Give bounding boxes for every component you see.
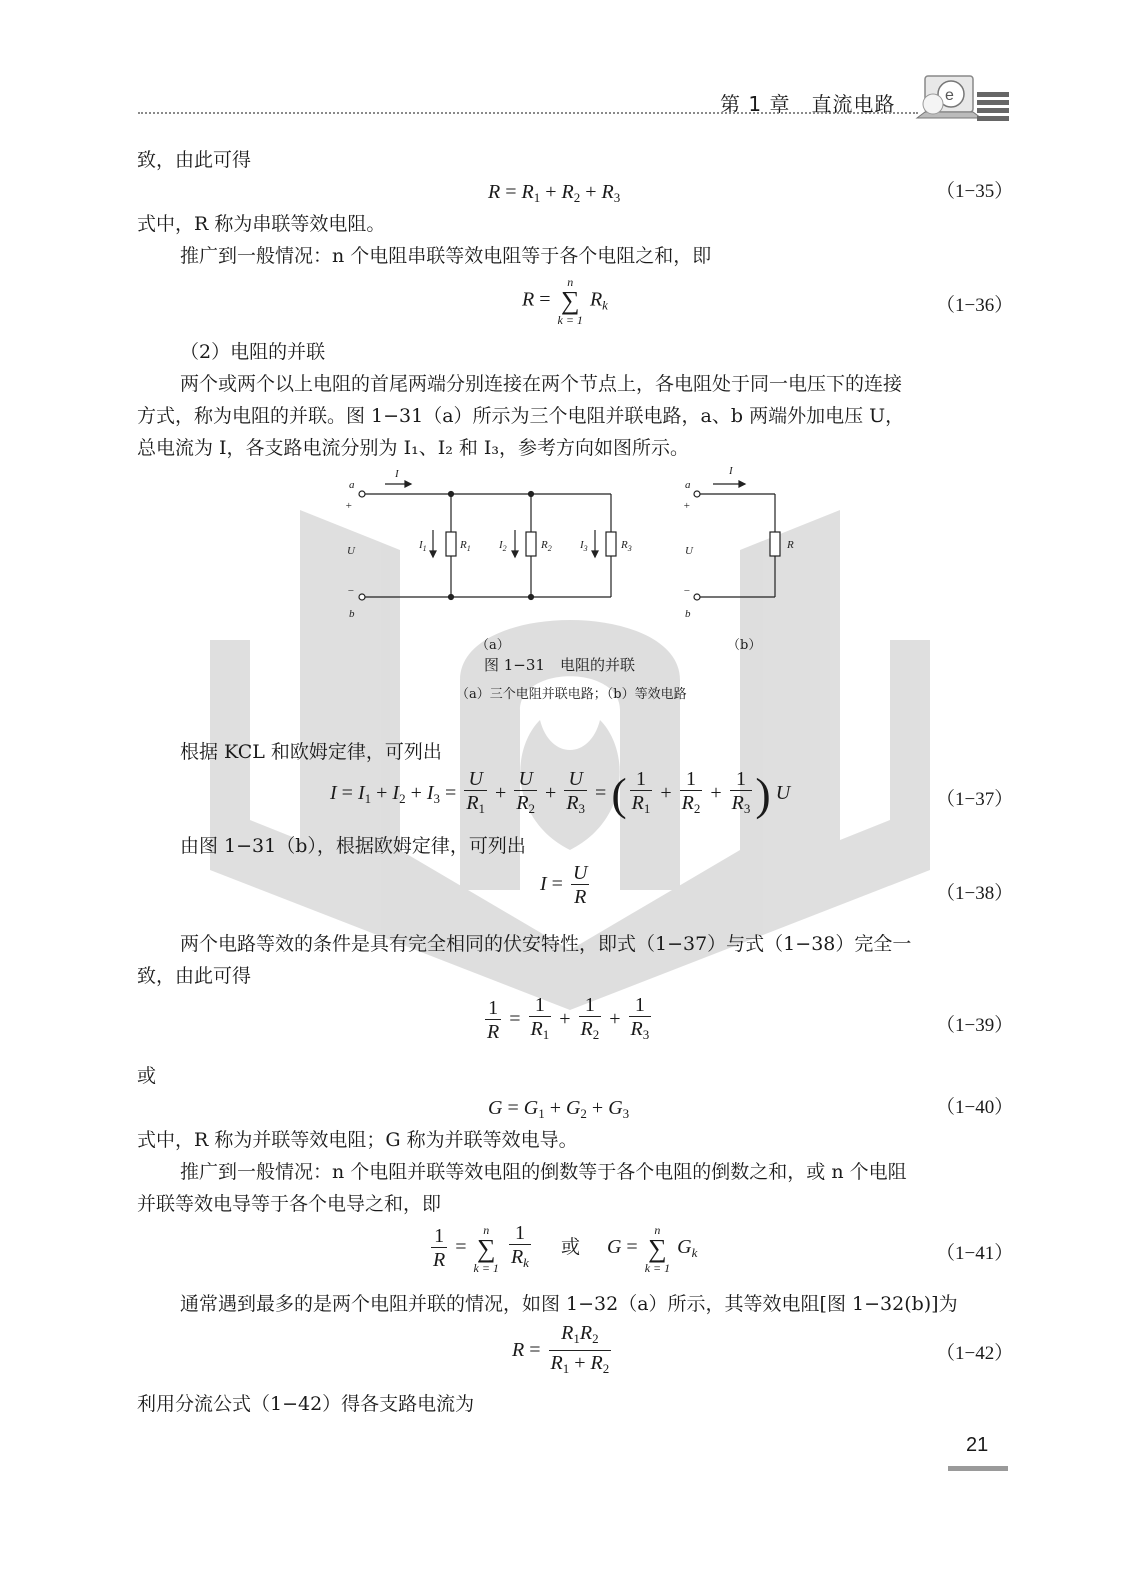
svg-text:−: −	[347, 585, 355, 597]
svg-text:R: R	[787, 539, 794, 551]
paragraph: 利用分流公式（1−42）得各支路电流为	[137, 1393, 475, 1415]
figure-label-a: （a）	[476, 638, 510, 653]
svg-text:I1: $I_1$	[419, 539, 427, 553]
paragraph: 致，由此可得	[137, 149, 252, 171]
svg-text:R2: $R_2$	[541, 539, 552, 553]
paragraph: 式中，R 称为串联等效电阻。	[137, 213, 386, 235]
laptop-cd-icon	[915, 70, 1010, 128]
equation-number: （1−41）	[936, 1243, 1014, 1264]
svg-text:I2: $I_2$	[499, 539, 507, 553]
equation-number: （1−38）	[936, 883, 1014, 904]
section-heading: （2）电阻的并联	[180, 341, 326, 363]
equation-1-36: R = n ∑ k = 1 $R_k$	[522, 275, 608, 327]
paragraph: 推广到一般情况：n 个电阻并联等效电阻的倒数等于各个电阻的倒数之和，或 n 个电阻	[180, 1161, 907, 1183]
paragraph: 两个或两个以上电阻的首尾两端分别连接在两个节点上，各电阻处于同一电压下的连接	[180, 373, 903, 395]
paragraph: 并联等效电导等于各个电导之和，即	[137, 1193, 442, 1215]
svg-text:e: e	[945, 87, 954, 104]
header-divider	[138, 112, 918, 114]
paragraph: 通常遇到最多的是两个电阻并联的情况，如图 1−32（a）所示，其等效电阻[图 1−32(b)]为	[180, 1293, 958, 1315]
equation-number: （1−36）	[936, 295, 1014, 316]
equation-1-39: $\frac{1}{R}$ = $\frac{1}{R_1}$ + $\frac{1}{R_2}$ + $\frac{1}{R_3}$	[482, 994, 654, 1047]
svg-text:a: a	[349, 479, 355, 491]
paragraph: 根据 KCL 和欧姆定律，可列出	[180, 741, 442, 763]
svg-text:I3: $I_3$	[580, 539, 588, 553]
equation-number: （1−42）	[936, 1343, 1014, 1364]
parallel-resistor-circuit-diagram	[335, 462, 815, 652]
svg-text:b: b	[349, 608, 355, 620]
figure-label-b: （b）	[727, 638, 762, 653]
paragraph: 致，由此可得	[137, 965, 252, 987]
svg-text:U: U	[685, 545, 693, 557]
equation-1-35: $R = R_1 + R_2 + R_3$	[488, 181, 621, 205]
figure-subcaption: （a）三个电阻并联电路；（b）等效电路	[456, 687, 687, 702]
svg-text:−: −	[683, 585, 691, 597]
svg-text:I: I	[395, 468, 399, 480]
paragraph: 总电流为 I，各支路电流分别为 I₁、I₂ 和 I₃，参考方向如图所示。	[137, 437, 690, 459]
paragraph: 式中，R 称为并联等效电阻；G 称为并联等效电导。	[137, 1129, 578, 1151]
equation-1-41: $\frac{1}{R}$ = n ∑ k = 1 $\frac{1}{R_k}$ 或 G = n ∑ k = 1 $G_k$	[433, 1222, 698, 1275]
paragraph: 两个电路等效的条件是具有完全相同的伏安特性，即式（1−37）与式（1−38）完全一	[180, 933, 912, 955]
svg-text:R3: $R_3$	[621, 539, 632, 553]
svg-text:R1: $R_1$	[460, 539, 471, 553]
chapter-header: 第 1 章 直流电路	[720, 92, 896, 116]
equation-number: （1−39）	[936, 1015, 1014, 1036]
equation-number: （1−37）	[936, 789, 1014, 810]
equation-1-42: R = $\frac{R_1R_2}{R_1 + R_2}$	[512, 1322, 614, 1381]
equation-number: （1−35）	[936, 181, 1014, 202]
paragraph: 由图 1−31（b），根据欧姆定律，可列出	[180, 835, 526, 857]
equation-number: （1−40）	[936, 1097, 1014, 1118]
svg-text:I: I	[729, 465, 733, 477]
page-number: 21	[966, 1434, 989, 1456]
equation-1-40: $G = G_1 + G_2 + G_3$	[488, 1097, 630, 1121]
equation-1-38: I = $\frac{U}{R}$	[540, 862, 588, 908]
equation-1-37: $I = I_1 + I_2 + I_3$ = $\frac{U}{R_1}$ + $\frac{U}{R_2}$ + $\frac{U}{R_3}$ = ( $\frac{1}{R_1}$ + $\frac{1}{R_2}$ + $\frac{1}{R_3}$ ) U	[330, 768, 791, 820]
svg-text:U: U	[347, 545, 355, 557]
svg-text:b: b	[685, 608, 691, 620]
paragraph: 推广到一般情况：n 个电阻串联等效电阻等于各个电阻之和，即	[180, 245, 712, 267]
paragraph: 或	[137, 1065, 157, 1087]
figure-caption: 图 1−31 电阻的并联	[484, 656, 635, 674]
svg-text:+: +	[683, 500, 691, 512]
or-word: 或	[560, 1236, 580, 1259]
svg-text:+: +	[345, 500, 353, 512]
page-number-bar	[948, 1466, 1008, 1471]
paragraph: 方式，称为电阻的并联。图 1−31（a）所示为三个电阻并联电路，a、b 两端外加电压 U，	[137, 405, 905, 427]
svg-text:a: a	[685, 479, 691, 491]
